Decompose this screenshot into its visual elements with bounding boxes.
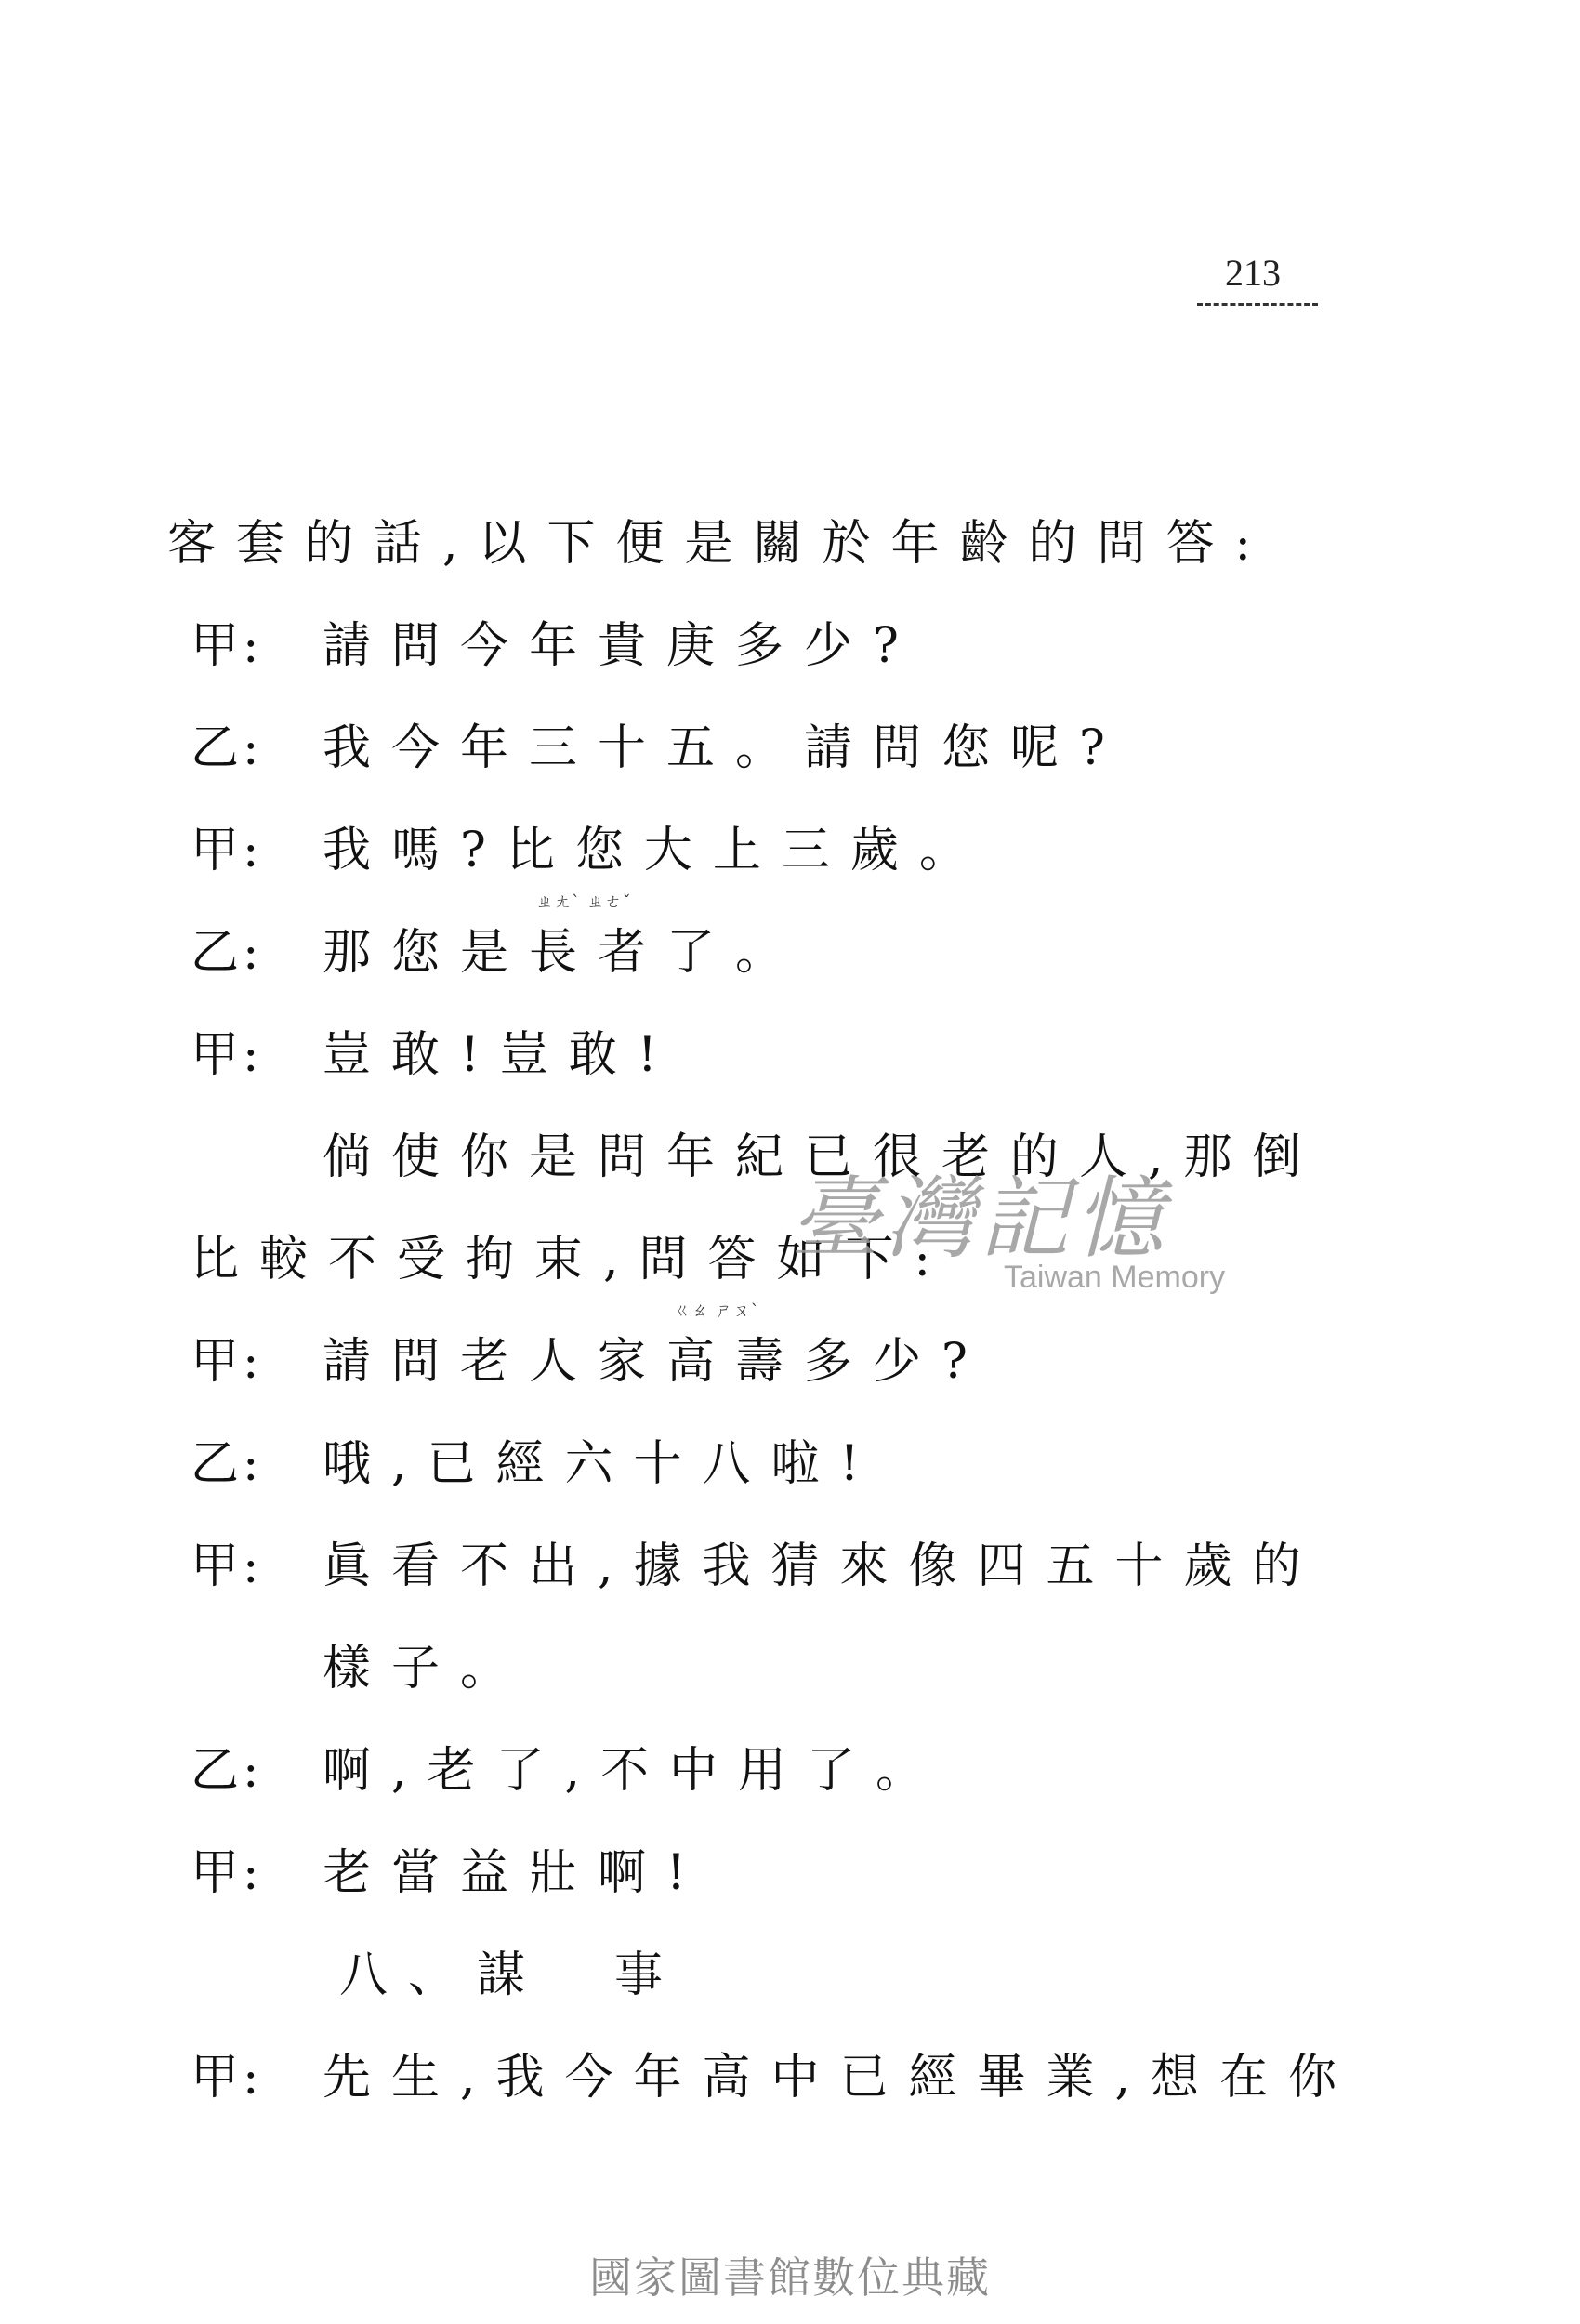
- annotated-word-text: 長者: [529, 925, 667, 981]
- speaker-label: 甲:: [191, 1845, 263, 1901]
- line-16: [191, 2036, 1358, 2119]
- line-text: 我嗎?比您大上三歲。: [323, 823, 988, 878]
- speaker-label: 甲:: [191, 1027, 263, 1083]
- line-text-after: 了。: [666, 925, 805, 981]
- line-4: [191, 809, 1334, 892]
- footer-caption: 國家圖書館數位典藏: [589, 2252, 991, 2303]
- section-heading-text: 八、謀 事: [339, 1948, 684, 2003]
- speaker-label: 乙:: [191, 1436, 263, 1492]
- speaker-label: 甲:: [191, 1334, 263, 1390]
- watermark-english: Taiwan Memory: [1004, 1260, 1226, 1295]
- speaker-label: 乙:: [191, 925, 263, 981]
- line-10: [191, 1422, 1334, 1506]
- line-11: [191, 1525, 1334, 1608]
- line-text: 啊,老了,不中用了。: [323, 1743, 945, 1799]
- speaker-label: 乙:: [191, 1743, 263, 1799]
- line-text: 老當益壯啊!: [323, 1845, 706, 1901]
- phonetic-annotation: ㄓㄤˋ ㄓㄜˇ: [536, 892, 632, 912]
- line-text: 請問今年貴庚多少?: [323, 618, 919, 674]
- line-text-before: 請問老人家: [323, 1334, 667, 1390]
- line-text: 眞看不出,據我猜來像四五十歲的: [323, 1538, 1322, 1594]
- line-text: 哦,已經六十八啦!: [323, 1436, 880, 1492]
- line-1: [167, 502, 1310, 586]
- phonetic-annotation: ㄍㄠ ㄕㄡˋ: [674, 1301, 760, 1321]
- speaker-label: 甲:: [191, 1538, 263, 1594]
- speaker-label: 乙:: [191, 720, 263, 776]
- annotated-word: [666, 1301, 805, 1390]
- watermark: [790, 1148, 1273, 1315]
- annotated-word: [529, 892, 667, 981]
- section-heading: [339, 1934, 1482, 2017]
- line-5: [191, 892, 1334, 995]
- line-text: 樣子。: [323, 1641, 530, 1697]
- speaker-label: 甲:: [191, 2050, 263, 2106]
- line-14: [191, 1831, 1334, 1915]
- page-number: 213: [1225, 252, 1281, 294]
- line-text: 比較不受拘束,問答如下:: [191, 1232, 952, 1287]
- annotated-word-text: 高壽: [666, 1334, 805, 1390]
- line-text: 我今年三十五。請問您呢?: [323, 720, 1126, 776]
- line-3: [191, 706, 1334, 790]
- page-number-rule: [1197, 303, 1318, 306]
- line-text: 客套的話,以下便是關於年齡的問答:: [167, 516, 1272, 572]
- line-12: [323, 1627, 1466, 1710]
- line-text: 先生,我今年高中已經畢業,想在你: [323, 2050, 1358, 2106]
- line-text-after: 多少?: [804, 1334, 988, 1390]
- speaker-label: 甲:: [191, 823, 263, 878]
- line-text: 倘使你是問年紀已很老的人,那倒: [323, 1129, 1322, 1185]
- watermark-chinese: 臺灣記憶: [790, 1167, 1169, 1271]
- line-text-before: 那您是: [323, 925, 530, 981]
- line-13: [191, 1729, 1334, 1813]
- speaker-label: 甲:: [191, 618, 263, 674]
- line-9: [191, 1301, 1334, 1404]
- line-text: 豈敢!豈敢!: [323, 1027, 678, 1083]
- line-2: [191, 604, 1334, 688]
- line-6: [191, 1013, 1334, 1097]
